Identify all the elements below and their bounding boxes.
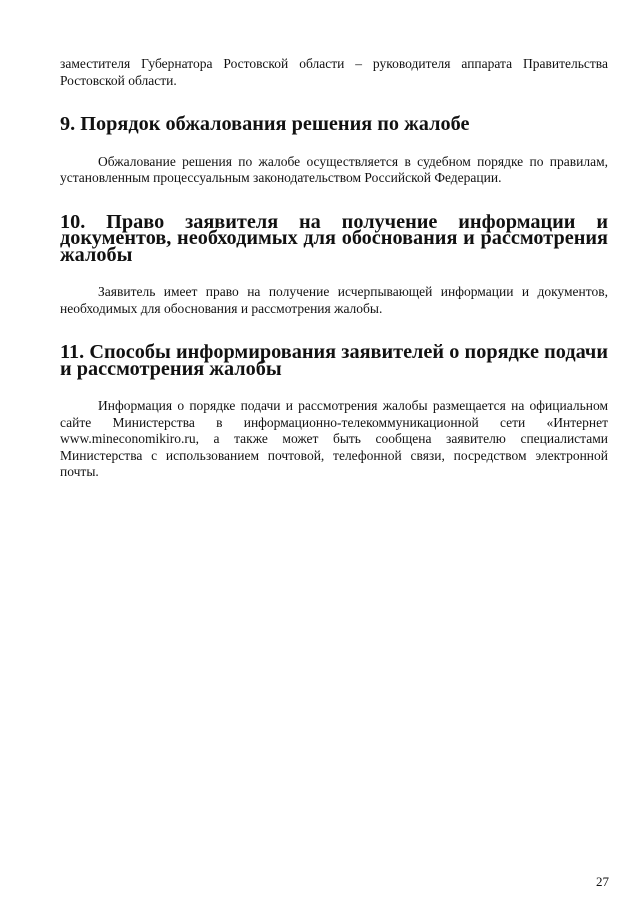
- section-10-body: Заявитель имеет право на получение исчерпывающей информации и документов, необходимых для обоснования и рассмотрения жалобы.: [60, 284, 608, 316]
- section-11-heading: 11. Способы информирования заявителей о порядке подачи и рассмотрения жалобы: [60, 341, 608, 380]
- section-9-heading: 9. Порядок обжалования решения по жалобе: [60, 113, 470, 135]
- page-number: 27: [596, 874, 609, 889]
- section-9-body: Обжалование решения по жалобе осуществляется в судебном порядке по правилам, установленным процессуальным законодательством Российской Федерации.: [60, 153, 608, 185]
- section-11-body: Информация о порядке подачи и рассмотрения жалобы размещается на официальном сайте Министерства в информационно-телекоммуникационной сети «Интернет www.mineconomikiro.ru, а также может быть сообщена заявителю специалистами Министерства с использованием почтовой, телефонной связи, посредством электронной почты.: [60, 398, 608, 479]
- document-body: [60, 56, 608, 481]
- section-10-heading: 10. Право заявителя на получение информации и документов, необходимых для обоснования и рассмотрения жалобы: [60, 210, 608, 266]
- intro-paragraph: заместителя Губернатора Ростовской области – руководителя аппарата Правительства Ростовской области.: [60, 56, 608, 88]
